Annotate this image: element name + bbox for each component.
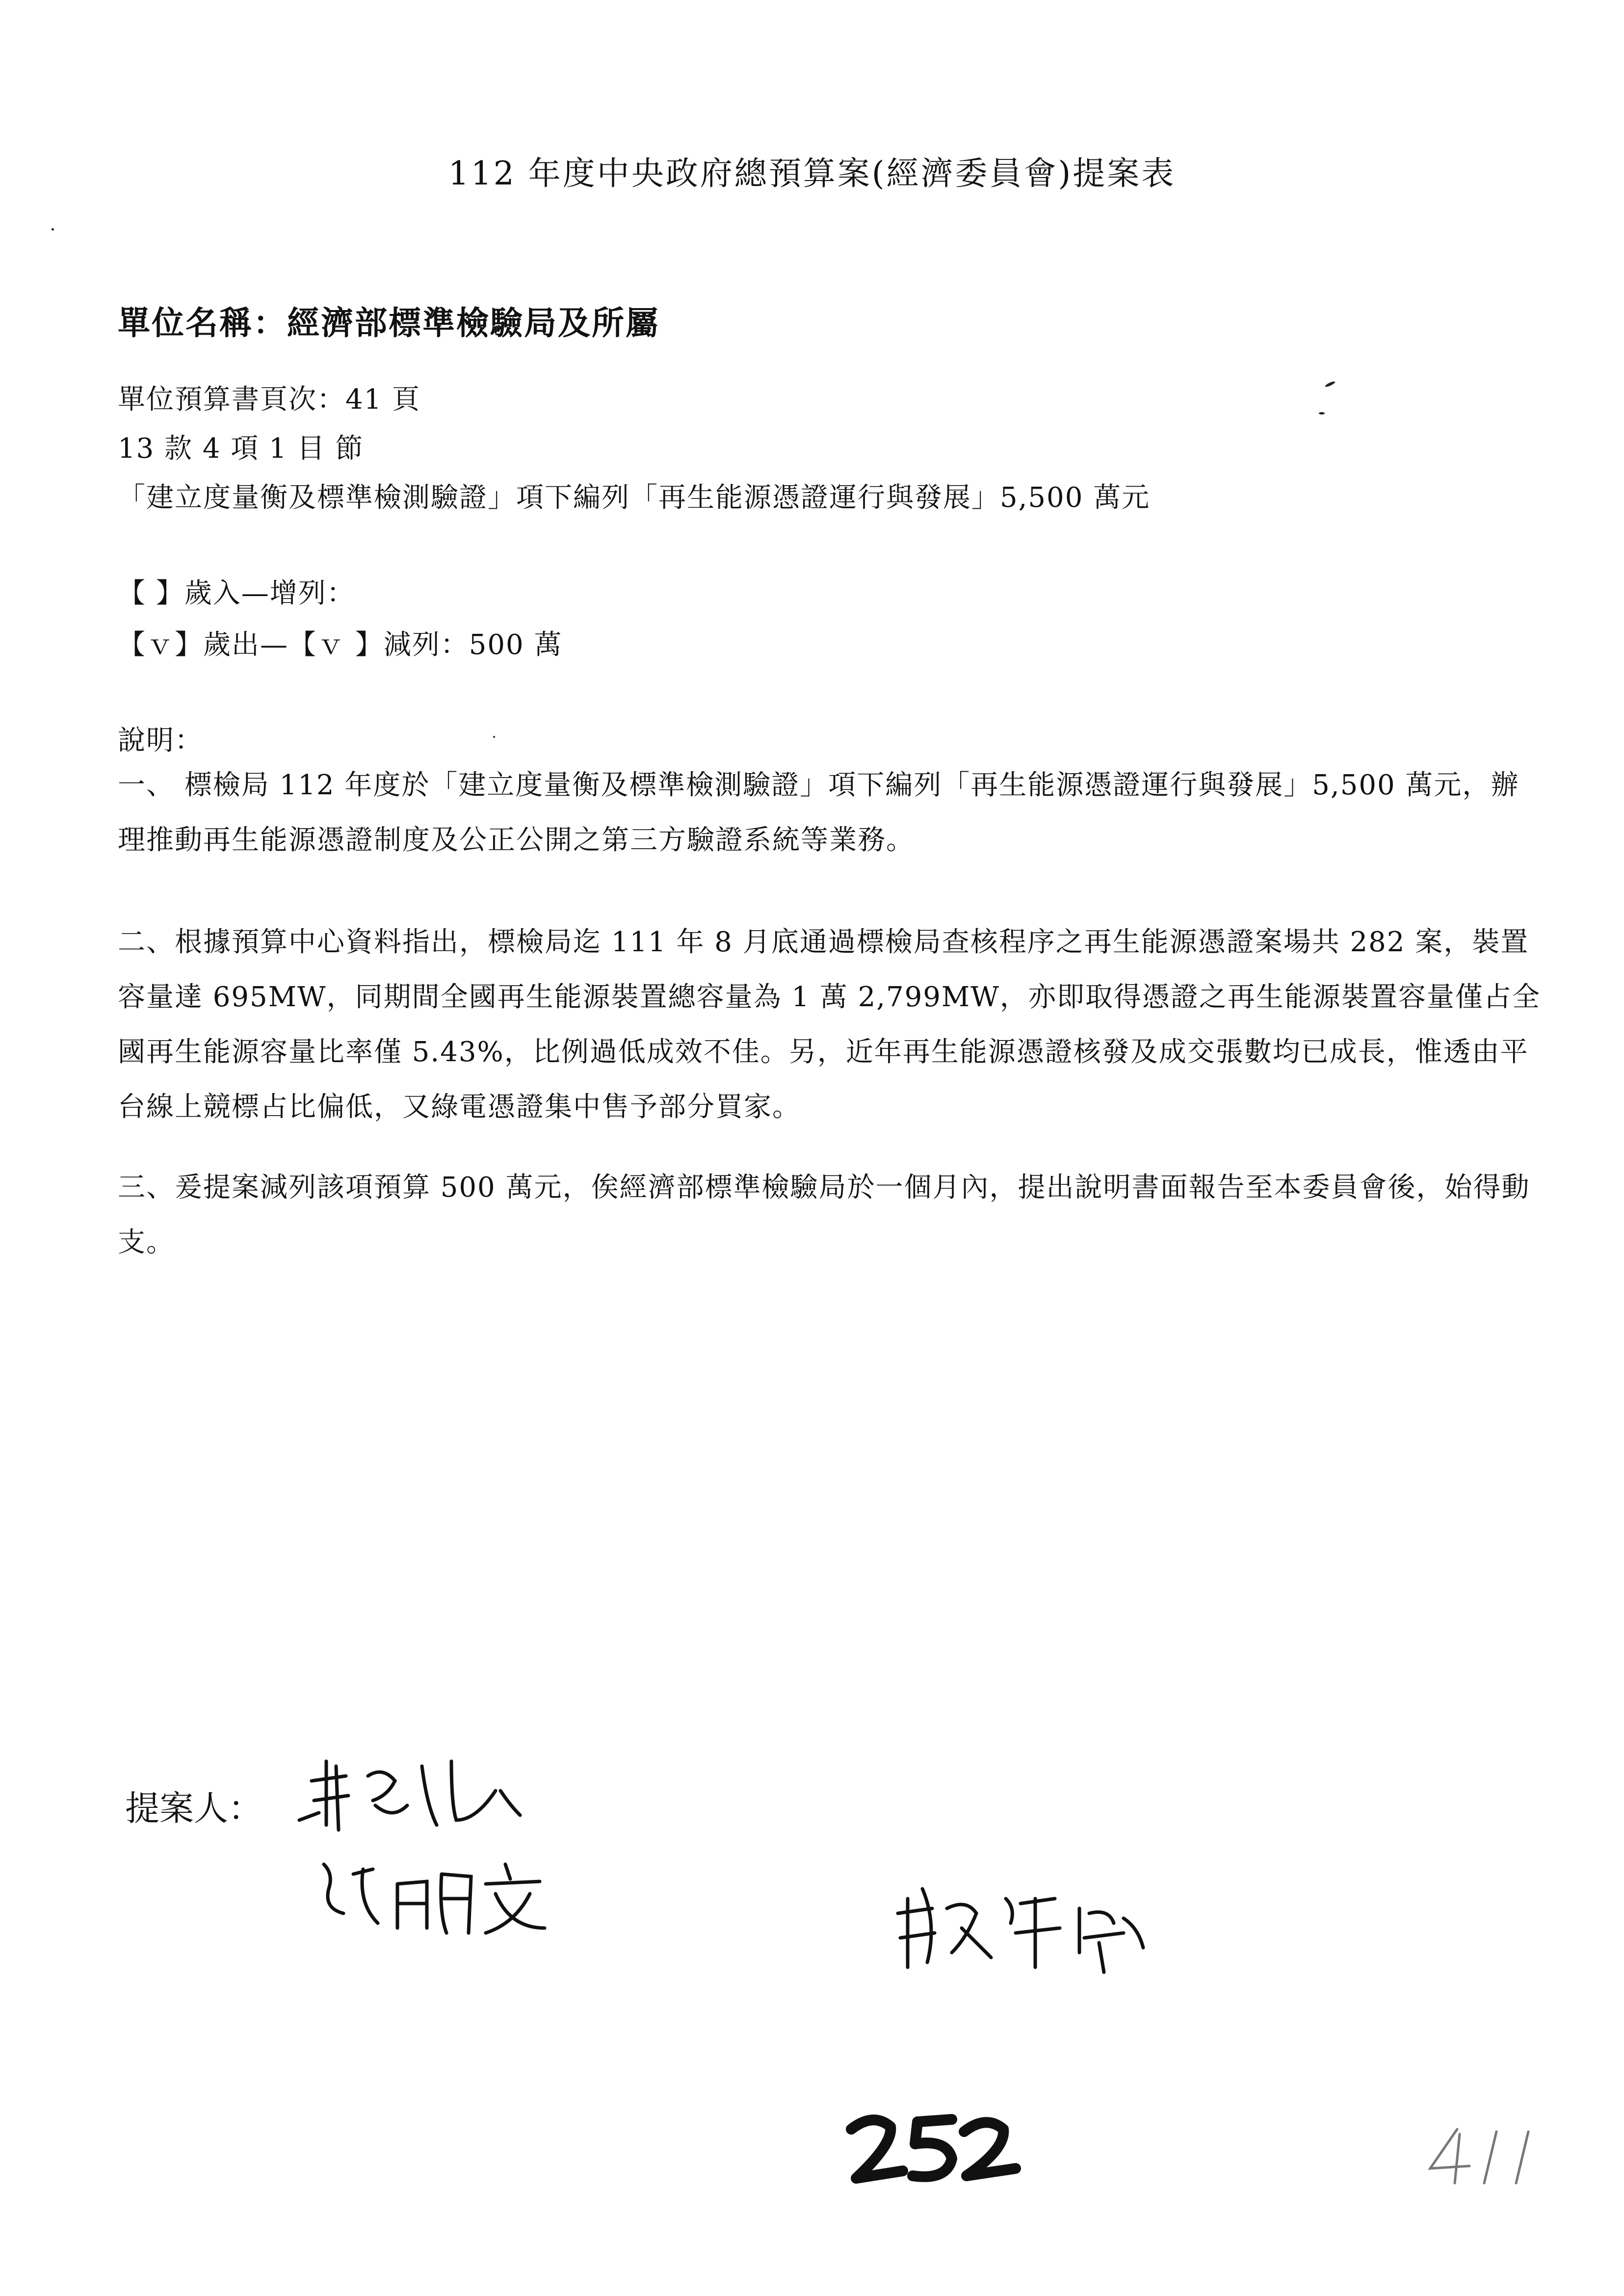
signature-1: [289, 1747, 594, 1835]
scan-speck: [1325, 381, 1336, 388]
paragraph-2: 二、根據預算中心資料指出，標檢局迄 111 年 8 月底通過標檢局查核程序之再生能源憑證案場共 282 案，裝置容量達 695MW，同期間全國再生能源裝置總容量為 1 萬 2,799MW，亦即取得憑證之再生能源裝置容量僅占全國再生能源容量比率僅 5.43%，比例過低成效不佳。另，近年再生能源憑證核發及成交張數均已成長，惟透由平台線上競標占比偏低，又綠電憑證集中售予部分買家。: [118, 926, 1541, 1123]
proposer-label: 提案人：: [125, 1788, 262, 1828]
paragraph-1: 一、 標檢局 112 年度於「建立度量衡及標準檢測驗證」項下編列「再生能源憑證運行與發展」5,500 萬元，辦理推動再生能源憑證制度及公正公開之第三方驗證系統等業務。: [118, 769, 1519, 856]
signature-3: [893, 1879, 1168, 1977]
scan-speck: [493, 736, 495, 738]
budget-page: 單位預算書頁次：41 頁: [118, 384, 421, 416]
unit-name: 單位名稱：經濟部標準檢驗局及所屬: [118, 304, 659, 342]
revenue-line: 【 】歲入—增列：: [118, 577, 355, 609]
explanation-label: 說明：: [118, 725, 203, 757]
budget-item: 「建立度量衡及標準檢測驗證」項下編列「再生能源憑證運行與發展」5,500 萬元: [118, 482, 1151, 514]
scan-speck: [52, 228, 54, 231]
budget-section: 13 款 4 項 1 目 節: [118, 433, 364, 465]
handwritten-page-number: [844, 2110, 1021, 2188]
expense-line: 【ｖ】歲出—【ｖ 】減列：500 萬: [118, 629, 563, 661]
paragraph-3: 三、爰提案減列該項預算 500 萬元，俟經濟部標準檢驗局於一個月內，提出說明書面報告至本委員會後，始得動支。: [118, 1172, 1530, 1258]
signature-2: [314, 1854, 608, 1938]
scan-speck: [1319, 412, 1325, 415]
document-title: 112 年度中央政府總預算案(經濟委員會)提案表: [448, 155, 1176, 192]
pencil-page-number: [1423, 2124, 1550, 2188]
